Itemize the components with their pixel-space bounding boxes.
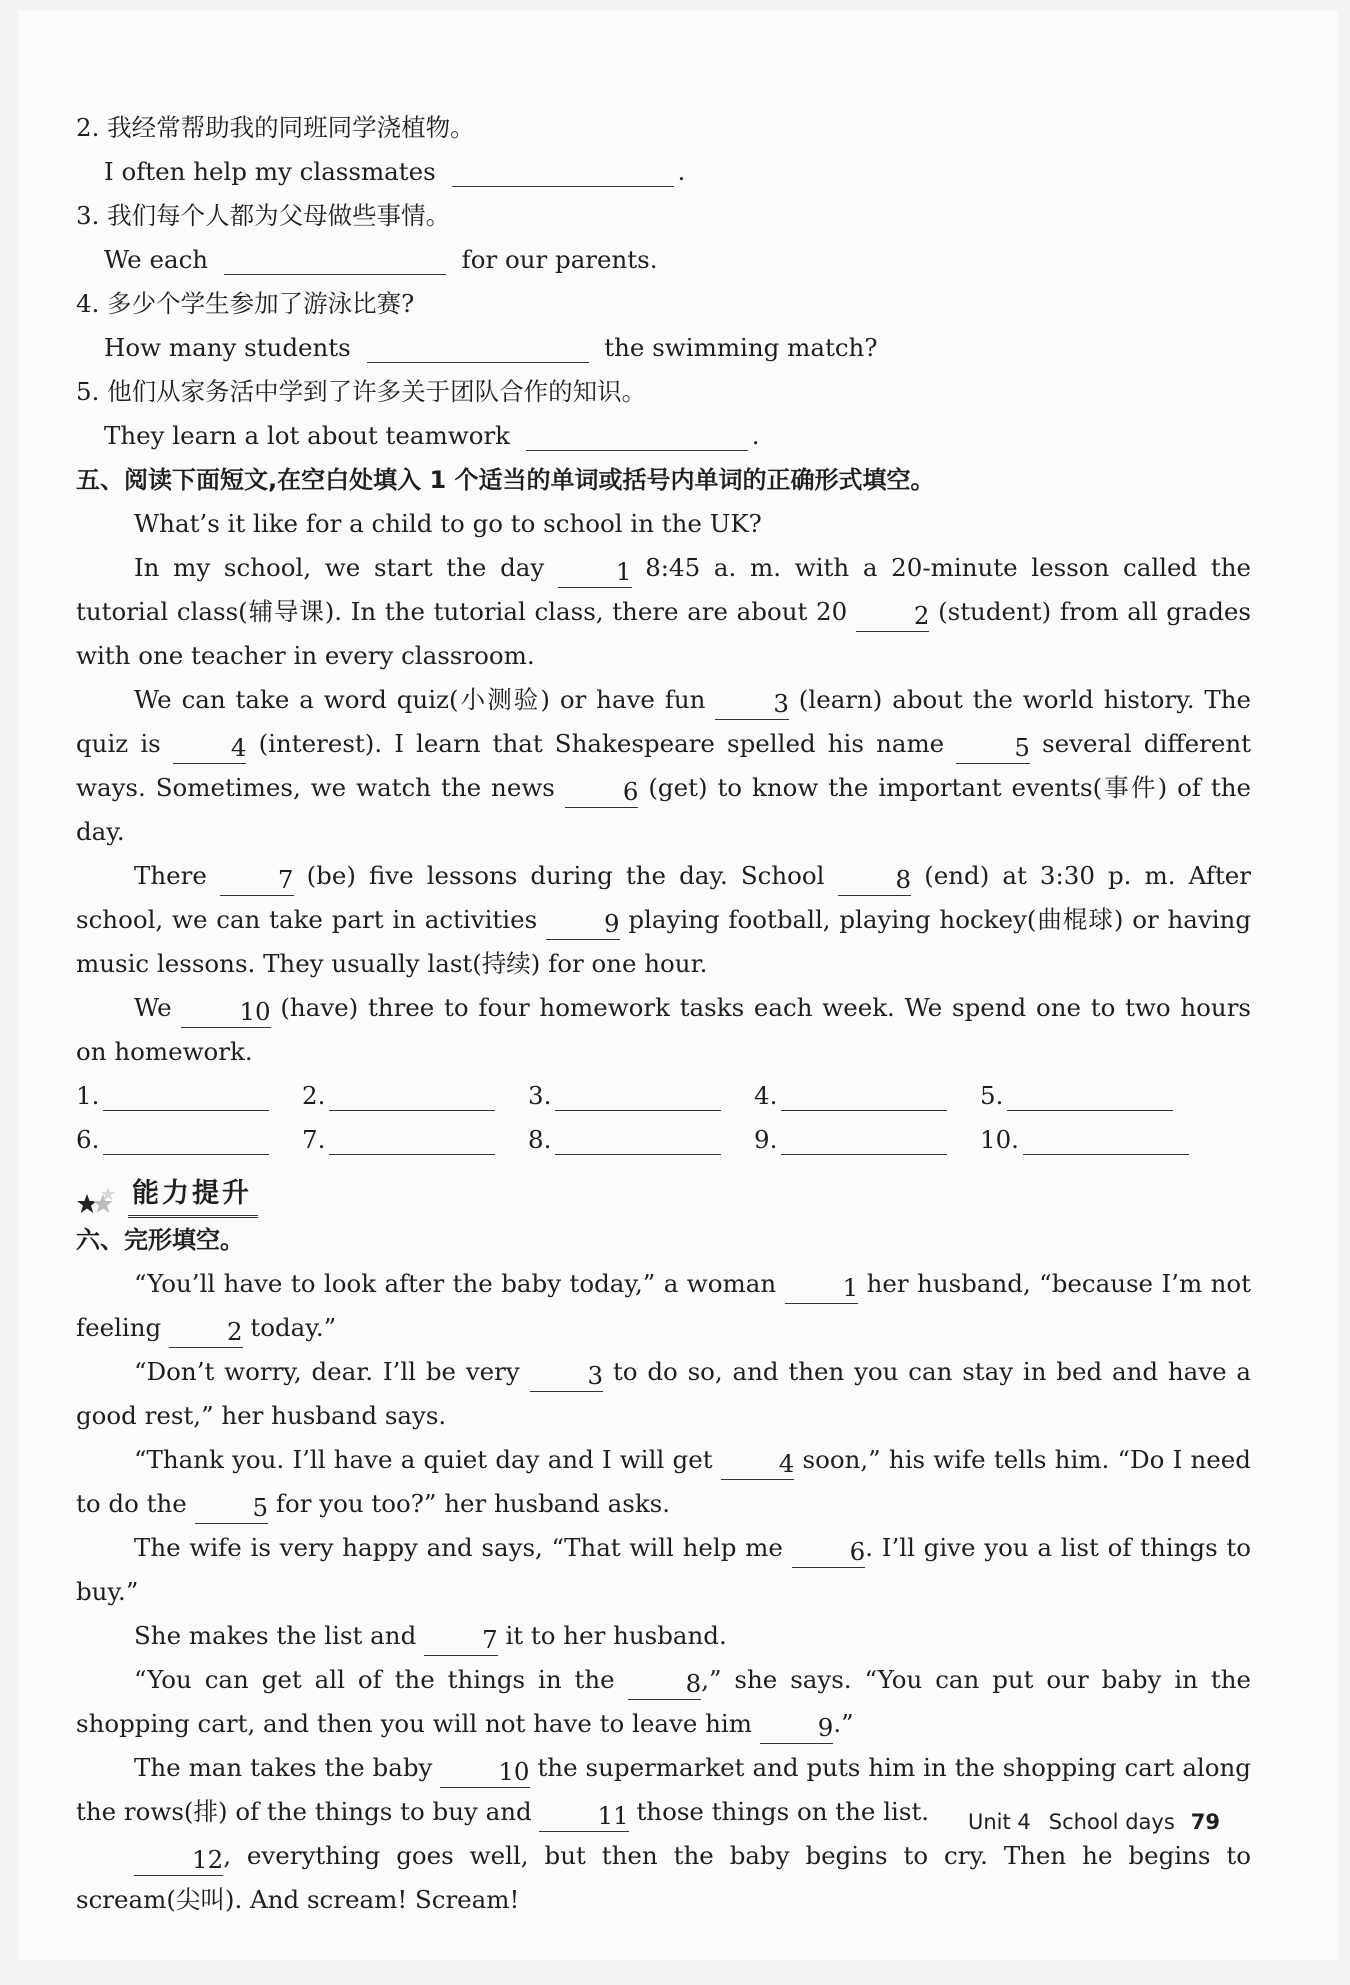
cloze-blank-8[interactable]: 8	[628, 1669, 702, 1700]
answer-slot: 5.	[980, 1074, 1206, 1118]
answer-slot: 2.	[302, 1074, 528, 1118]
q4-chinese: 4. 多少个学生参加了游泳比赛?	[76, 289, 415, 318]
section6-paragraph-4: The wife is very happy and says, “That will help me 6. I’ll give you a list of things to buy.”	[76, 1533, 1251, 1606]
answer-blank[interactable]	[781, 1080, 947, 1111]
answer-row-2	[76, 1118, 1251, 1162]
answer-blank[interactable]	[781, 1124, 947, 1155]
blank-5[interactable]: 5	[956, 733, 1030, 764]
page-content	[76, 106, 1251, 1922]
blank-1[interactable]: 1	[558, 557, 632, 588]
banner-title: 能力提升	[128, 1175, 258, 1218]
answer-blank[interactable]	[555, 1124, 721, 1155]
answer-slot: 9.	[754, 1118, 980, 1162]
section6-title: 六、完形填空。	[76, 1226, 244, 1254]
section6-paragraph-1: “You’ll have to look after the baby today,” a woman 1 her husband, “because I’m not feeling 2 today.”	[76, 1269, 1252, 1346]
q2-answer-blank[interactable]	[452, 156, 674, 187]
section6-paragraph-3: “Thank you. I’ll have a quiet day and I will get 4 soon,” his wife tells him. “Do I need to do the 5 for you too?” her husband asks.	[76, 1445, 1251, 1522]
cloze-blank-11[interactable]: 11	[539, 1801, 628, 1832]
section6-paragraph-6: “You can get all of the things in the 8,” she says. “You can put our baby in the shopping cart, and then you will not have to leave him 9.”	[76, 1665, 1251, 1742]
q5-answer-blank[interactable]	[526, 420, 748, 451]
blank-6[interactable]: 6	[565, 777, 639, 808]
cloze-blank-2[interactable]: 2	[169, 1317, 243, 1348]
answer-row-1	[76, 1074, 1251, 1118]
page-number: 79	[1190, 1810, 1220, 1834]
section5-paragraph-1: What’s it like for a child to go to school in the UK?	[134, 509, 762, 538]
blank-9[interactable]: 9	[546, 909, 620, 940]
ability-banner	[76, 1168, 1251, 1218]
answer-slot: 6.	[76, 1118, 302, 1162]
cloze-blank-6[interactable]: 6	[792, 1537, 866, 1568]
answer-blank[interactable]	[555, 1080, 721, 1111]
stars-icon	[76, 1182, 128, 1218]
cloze-blank-5[interactable]: 5	[195, 1493, 269, 1524]
blank-10[interactable]: 10	[181, 997, 270, 1028]
answer-blank[interactable]	[1007, 1080, 1173, 1111]
section5-paragraph-4: There 7 (be) five lessons during the day. School 8 (end) at 3:30 p. m. After school, we can take part in activities 9 playing football, playing hockey(曲棍球) or having music lessons. They usually last(持续) for one hour.	[76, 861, 1252, 978]
answer-slot: 7.	[302, 1118, 528, 1162]
cloze-blank-7[interactable]: 7	[424, 1625, 498, 1656]
q3-answer-blank[interactable]	[224, 244, 446, 275]
answer-blank[interactable]	[103, 1124, 269, 1155]
answer-slot: 10.	[980, 1118, 1206, 1162]
footer-title: School days	[1048, 1810, 1175, 1834]
blank-3[interactable]: 3	[715, 689, 789, 720]
section5-paragraph-3: We can take a word quiz(小测验) or have fun 3 (learn) about the world history. The quiz is 4 (interest). I learn that Shakespeare spelled his name 5 several different ways. Sometimes, we watch the news 6 (get) to know the important events(事件) of the day.	[76, 685, 1252, 846]
answer-blank[interactable]	[1023, 1124, 1189, 1155]
section6-paragraph-5: She makes the list and 7 it to her husband.	[134, 1621, 727, 1654]
answer-slot: 1.	[76, 1074, 302, 1118]
section5-paragraph-2: In my school, we start the day 1 8:45 a. m. with a 20-minute lesson called the tutorial class(辅导课). In the tutorial class, there are about 20 2 (student) from all grades with one teacher in every classroom.	[76, 553, 1251, 670]
cloze-blank-1[interactable]: 1	[785, 1273, 859, 1304]
answer-slot: 3.	[528, 1074, 754, 1118]
workbook-page	[18, 10, 1338, 1960]
section5-paragraph-5: We 10 (have) three to four homework tasks each week. We spend one to two hours on homework.	[76, 993, 1251, 1066]
q4-answer-blank[interactable]	[367, 332, 589, 363]
q3-chinese: 3. 我们每个人都为父母做些事情。	[76, 201, 451, 230]
answer-blank[interactable]	[103, 1080, 269, 1111]
blank-2[interactable]: 2	[856, 601, 930, 632]
q4-english: How many students the swimming match?	[104, 333, 878, 362]
answer-blank[interactable]	[329, 1124, 495, 1155]
cloze-blank-3[interactable]: 3	[530, 1361, 604, 1392]
blank-4[interactable]: 4	[173, 733, 247, 764]
cloze-blank-4[interactable]: 4	[721, 1449, 795, 1480]
section6-paragraph-8: 12, everything goes well, but then the baby begins to cry. Then he begins to scream(尖叫). And scream! Scream!	[76, 1841, 1251, 1914]
answer-blank[interactable]	[329, 1080, 495, 1111]
section5-title: 五、阅读下面短文,在空白处填入 1 个适当的单词或括号内单词的正确形式填空。	[76, 466, 935, 494]
q3-english: We each for our parents.	[104, 245, 658, 274]
q5-chinese: 5. 他们从家务活中学到了许多关于团队合作的知识。	[76, 377, 647, 406]
page-footer	[968, 1810, 1220, 1834]
cloze-blank-9[interactable]: 9	[760, 1713, 834, 1744]
q2-english: I often help my classmates .	[104, 157, 686, 186]
section6-paragraph-7: The man takes the baby 10 the supermarket and puts him in the shopping cart along the rows(排) of the things to buy and 11 those things on the list.	[76, 1753, 1251, 1830]
footer-unit: Unit 4	[968, 1810, 1031, 1834]
section6-paragraph-2: “Don’t worry, dear. I’ll be very 3 to do so, and then you can stay in bed and have a good rest,” her husband says.	[76, 1357, 1251, 1430]
q5-english: They learn a lot about teamwork .	[104, 421, 760, 450]
answer-slot: 4.	[754, 1074, 980, 1118]
q2-chinese: 2. 我经常帮助我的同班同学浇植物。	[76, 113, 475, 142]
cloze-blank-10[interactable]: 10	[440, 1757, 529, 1788]
blank-8[interactable]: 8	[838, 865, 912, 896]
cloze-blank-12[interactable]: 12	[134, 1845, 223, 1876]
blank-7[interactable]: 7	[220, 865, 294, 896]
answer-slot: 8.	[528, 1118, 754, 1162]
